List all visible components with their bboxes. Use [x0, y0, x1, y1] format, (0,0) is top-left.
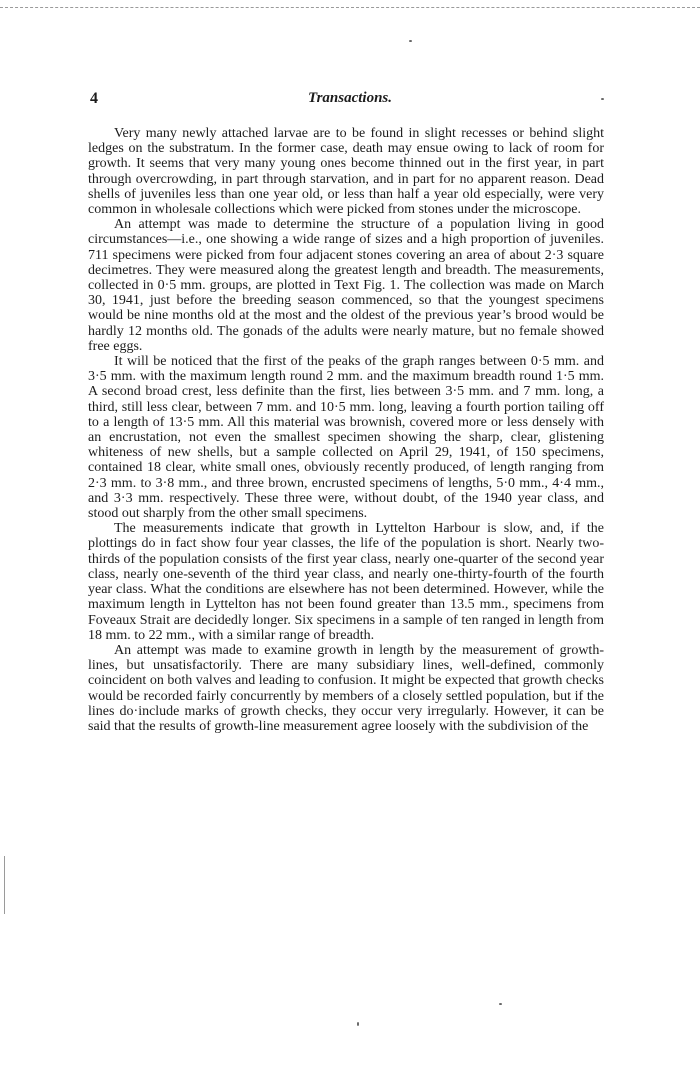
scan-speck: [409, 40, 412, 42]
page-number: 4: [90, 90, 98, 107]
top-rule: [0, 7, 700, 8]
scan-speck: [357, 1022, 359, 1026]
margin-mark: [4, 856, 5, 914]
scan-speck: [601, 98, 604, 100]
paragraph-population-structure: An attempt was made to determine the structure of a population living in good circumstances—i.e., one showing a wide range of sizes and a high proportion of juveniles. 711 specimens were picked from four adjacent stones covering an area of about 2·3 square decimetres. They were measured along the greatest length and breadth. The measurements, collected in 0·5 mm. groups, are plotted in Text Fig. 1. The collection was made on March 30, 1941, just before the breeding season commenced, so that the youngest specimens would be nine months old at the most and the oldest of the previous year’s brood would be hardly 12 months old. The gonads of the adults were nearly mature, but no female showed free eggs.: [88, 217, 604, 354]
page-header: [90, 90, 610, 112]
running-title: Transactions.: [307, 90, 393, 106]
paragraph-graph-peaks: It will be noticed that the first of the peaks of the graph ranges between 0·5 mm. and 3·5 mm. with the maximum length round 2 mm. and the maximum breadth round 1·5 mm. A second broad crest, less definite than the first, lies between 3·5 mm. and 7 mm. long, a third, still less clear, between 7 mm. and 10·5 mm. long, leaving a fourth portion tailing off to a length of 13·5 mm. All this material was brownish, covered more or less densely with an encrustation, not even the smallest specimen showing the sharp, clear, glistening whiteness of new shells, but a sample collected on April 29, 1941, of 150 specimens, contained 18 clear, white small ones, obviously recently produced, of length ranging from 2·3 mm. to 3·8 mm., and three brown, encrusted specimens of lengths, 5·0 mm., 4·4 mm., and 3·3 mm. respectively. These three were, without doubt, of the 1940 year class, and stood out sharply from the other small specimens.: [88, 354, 604, 522]
paragraph-larvae: Very many newly attached larvae are to be found in slight recesses or behind slight ledges on the substratum. In the former case, death may ensue owing to lack of room for growth. It seems that very many young ones become thinned out in the first year, in part through overcrowding, in part through starvation, and in part for no apparent reason. Dead shells of juveniles less than one year old, or less than half a year old especially, were very common in wholesale collections which were picked from stones under the microscope.: [88, 126, 604, 218]
body-text: [88, 126, 604, 734]
scan-speck: [499, 1003, 502, 1005]
paragraph-growth-lines: An attempt was made to examine growth in length by the measurement of growth-lines, but unsatisfactorily. There are many subsidiary lines, well-defined, commonly coincident on both valves and leading to confusion. It might be expected that growth checks would be recorded fairly concurrently by members of a closely settled population, but if the lines do·include marks of growth checks, they occur very irregularly. However, it can be said that the results of growth-line measurement agree loosely with the subdivision of the: [88, 642, 604, 734]
paragraph-growth-rate: The measurements indicate that growth in Lyttelton Harbour is slow, and, if the plottings do in fact show four year classes, the life of the population is short. Nearly two-thirds of the population consists of the first year class, nearly one-quarter of the second year class, nearly one-seventh of the third year class, and nearly one-thirty-fourth of the fourth year class. What the conditions are elsewhere has not been determined. However, while the maximum length in Lyttelton has not been found greater than 13.5 mm., specimens from Foveaux Strait are decidedly longer. Six specimens in a sample of ten ranged in length from 18 mm. to 22 mm., with a similar range of breadth.: [88, 521, 604, 643]
